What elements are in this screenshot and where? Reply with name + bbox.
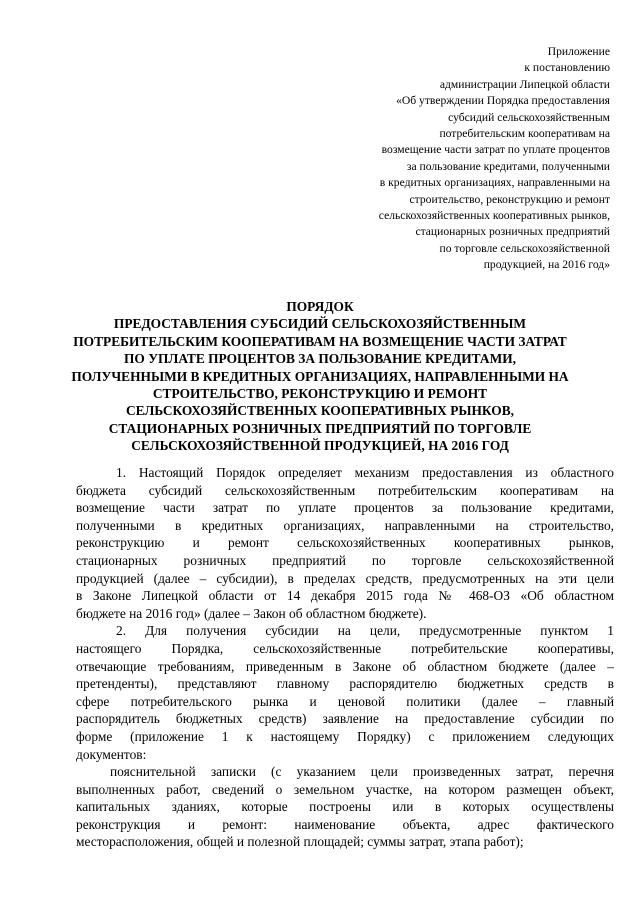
paragraph-line: бюджета субсидий сельскохозяйственным потребительским кооперативам на <box>76 482 614 498</box>
paragraph-line: претенденты), представляют главному распорядителю бюджетных средств в <box>76 676 614 692</box>
appendix-line: строительство, реконструкцию и ремонт <box>409 192 610 206</box>
paragraph-line: пояснительной записки (с указанием цели произведенных затрат, перечня <box>110 764 614 780</box>
appendix-line: стационарных розничных предприятий <box>415 225 610 239</box>
appendix-line: по торговле сельскохозяйственной <box>439 241 610 255</box>
paragraph-line: документов: <box>76 746 147 762</box>
appendix-line: Приложение <box>547 45 610 58</box>
paragraph-line: в Законе Липецкой области от 14 декабря 2015 года № 468-ОЗ «Об областном <box>76 588 614 604</box>
document-title <box>60 298 580 455</box>
appendix-line: к постановлению <box>524 61 610 75</box>
paragraph-2 <box>76 622 614 763</box>
document-body <box>76 464 614 851</box>
title-line: ПРЕДОСТАВЛЕНИЯ СУБСИДИЙ СЕЛЬСКОХОЗЯЙСТВЕННЫМ <box>113 316 527 332</box>
paragraph-line: стационарных розничных предприятий по торговле сельскохозяйственной <box>76 552 614 568</box>
paragraph-line: сфере потребительского рынка и ценовой политики (далее – главный <box>76 693 614 709</box>
appendix-line: администрации Липецкой области <box>439 77 610 91</box>
paragraph-line: капитальных зданиях, которые построены или в которых осуществлены <box>76 799 614 815</box>
appendix-line: «Об утверждении Порядка предоставления <box>396 94 610 108</box>
paragraph-line: настоящего Порядка, сельскохозяйственные потребительские кооперативы, <box>76 640 614 656</box>
paragraph-line: отвечающие требованиям, приведенным в Законе об областном бюджете (далее – <box>76 658 614 674</box>
appendix-line: возмещение части затрат по уплате процентов <box>381 143 610 157</box>
paragraph-line: полученными в кредитных организациях, направленными на строительство, <box>76 517 614 533</box>
paragraph-line: продукцией (далее – субсидии), в пределах средств, предусмотренных на эти цели <box>76 570 614 586</box>
title-line: СТРОИТЕЛЬСТВО, РЕКОНСТРУКЦИЮ И РЕМОНТ <box>152 386 488 402</box>
appendix-header <box>310 44 610 274</box>
appendix-line: продукцией, на 2016 год» <box>483 258 610 272</box>
title-line: СЕЛЬСКОХОЗЯЙСТВЕННОЙ ПРОДУКЦИЕЙ, НА 2016 ГОД <box>131 438 509 454</box>
paragraph-line: возмещение части затрат по уплате процентов за пользование кредитами, <box>76 500 614 516</box>
paragraph-line: бюджете на 2016 год» (далее – Закон об областном бюджете). <box>76 605 427 621</box>
title-line: СЕЛЬСКОХОЗЯЙСТВЕННЫХ КООПЕРАТИВНЫХ РЫНКОВ, <box>125 403 515 419</box>
paragraph-1 <box>76 464 614 622</box>
paragraph-line: реконструкцию и ремонт сельскохозяйственных кооперативных рынков, <box>76 535 614 551</box>
appendix-line: за пользование кредитами, полученными <box>406 159 610 173</box>
paragraph-line: выполненных работ, сведений о земельном участке, на котором размещен объект, <box>76 781 614 797</box>
paragraph-line: месторасположения, общей и полезной площадей; суммы затрат, этапа работ); <box>76 834 524 850</box>
paragraph-line: 2. Для получения субсидии на цели, предусмотренные пунктом 1 <box>116 623 614 639</box>
paragraph-line: распорядитель бюджетных средств) заявление на предоставление субсидии по <box>76 711 614 727</box>
title-line: ПО УПЛАТЕ ПРОЦЕНТОВ ЗА ПОЛЬЗОВАНИЕ КРЕДИТАМИ, <box>124 351 516 367</box>
title-line: ПОЛУЧЕННЫМИ В КРЕДИТНЫХ ОРГАНИЗАЦИЯХ, НАПРАВЛЕННЫМИ НА <box>71 368 569 384</box>
title-line: ПОТРЕБИТЕЛЬСКИМ КООПЕРАТИВАМ НА ВОЗМЕЩЕНИЕ ЧАСТИ ЗАТРАТ <box>73 333 567 349</box>
paragraph-line: реконструкция и ремонт: наименование объекта, адрес фактического <box>76 816 614 832</box>
title-line: СТАЦИОНАРНЫХ РОЗНИЧНЫХ ПРЕДПРИЯТИЙ ПО ТОРГОВЛЕ <box>108 420 532 436</box>
title-line: ПОРЯДОК <box>286 299 354 314</box>
appendix-line: субсидий сельскохозяйственным <box>448 110 610 124</box>
paragraph-3 <box>76 763 614 851</box>
appendix-line: в кредитных организациях, направленными на <box>379 176 610 190</box>
paragraph-line: форме (приложение 1 к настоящему Порядку) с приложением следующих <box>76 728 614 744</box>
appendix-line: сельскохозяйственных кооперативных рынков, <box>378 209 610 223</box>
paragraph-line: 1. Настоящий Порядок определяет механизм предоставления из областного <box>116 465 614 480</box>
appendix-line: потребительским кооперативам на <box>439 127 610 141</box>
